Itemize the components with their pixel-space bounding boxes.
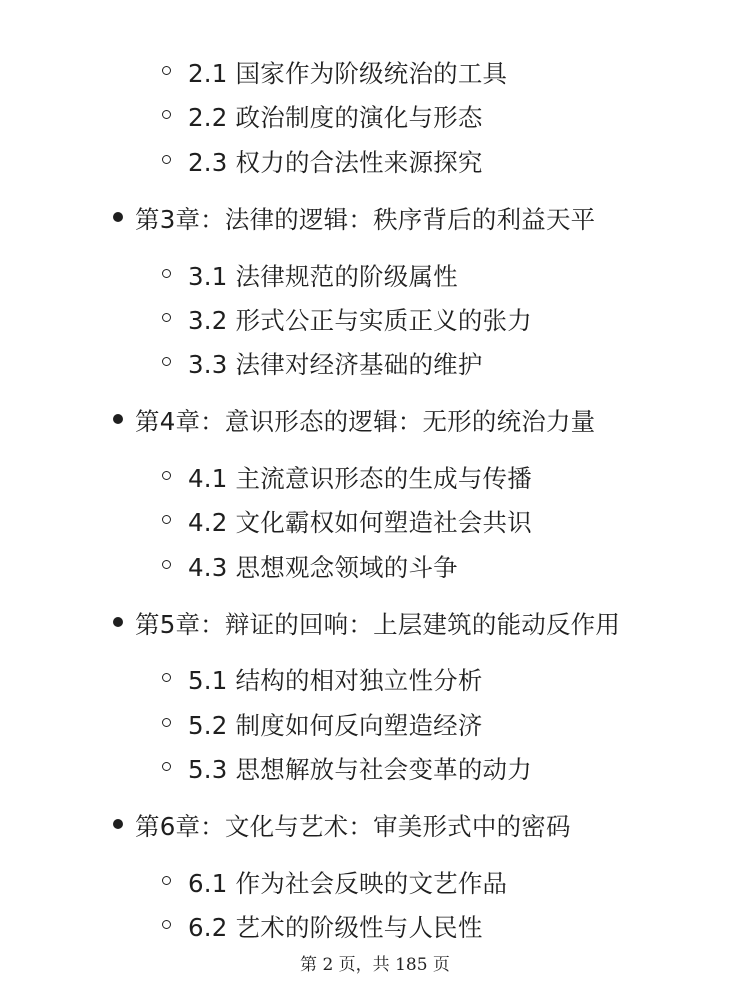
hollow-bullet-icon xyxy=(162,471,171,480)
hollow-bullet-icon xyxy=(162,269,171,278)
list-item xyxy=(0,804,750,844)
section-title: 3.3 法律对经济基础的维护 xyxy=(188,350,483,379)
chapter-title: 第5章：辩证的回响：上层建筑的能动反作用 xyxy=(135,610,621,639)
chapter-title: 第6章：文化与艺术：审美形式中的密码 xyxy=(135,812,571,841)
list-item xyxy=(0,658,750,698)
hollow-bullet-icon xyxy=(162,155,171,164)
list-item xyxy=(0,298,750,338)
hollow-bullet-icon xyxy=(162,515,171,524)
hollow-bullet-icon xyxy=(162,762,171,771)
section-title: 5.1 结构的相对独立性分析 xyxy=(188,666,483,695)
list-item xyxy=(0,399,750,439)
section-title: 6.2 艺术的阶级性与人民性 xyxy=(188,913,483,942)
list-item xyxy=(0,861,750,901)
section-title: 6.1 作为社会反映的文艺作品 xyxy=(188,869,508,898)
list-item xyxy=(0,905,750,945)
chapter-title: 第4章：意识形态的逻辑：无形的统治力量 xyxy=(135,407,596,436)
hollow-bullet-icon xyxy=(162,876,171,885)
list-item xyxy=(0,500,750,540)
section-title: 4.1 主流意识形态的生成与传播 xyxy=(188,464,532,493)
hollow-bullet-icon xyxy=(162,110,171,119)
section-title: 4.3 思想观念领域的斗争 xyxy=(188,553,458,582)
hollow-bullet-icon xyxy=(162,560,171,569)
section-title: 2.3 权力的合法性来源探究 xyxy=(188,148,483,177)
filled-bullet-icon xyxy=(113,819,123,829)
list-item xyxy=(0,545,750,585)
list-item xyxy=(0,51,750,91)
section-title: 5.2 制度如何反向塑造经济 xyxy=(188,711,483,740)
list-item xyxy=(0,95,750,135)
list-item xyxy=(0,254,750,294)
hollow-bullet-icon xyxy=(162,718,171,727)
section-title: 3.1 法律规范的阶级属性 xyxy=(188,262,458,291)
chapter-title: 第3章：法律的逻辑：秩序背后的利益天平 xyxy=(135,205,596,234)
hollow-bullet-icon xyxy=(162,357,171,366)
filled-bullet-icon xyxy=(113,617,123,627)
hollow-bullet-icon xyxy=(162,920,171,929)
list-item xyxy=(0,747,750,787)
list-item xyxy=(0,456,750,496)
list-item xyxy=(0,703,750,743)
filled-bullet-icon xyxy=(113,212,123,222)
section-title: 5.3 思想解放与社会变革的动力 xyxy=(188,755,532,784)
section-title: 4.2 文化霸权如何塑造社会共识 xyxy=(188,508,532,537)
list-item xyxy=(0,342,750,382)
page-number: 第 2 页，共 185 页 xyxy=(300,955,450,975)
list-item xyxy=(0,140,750,180)
section-title: 2.1 国家作为阶级统治的工具 xyxy=(188,59,508,88)
hollow-bullet-icon xyxy=(162,313,171,322)
list-item xyxy=(0,197,750,237)
section-title: 3.2 形式公正与实质正义的张力 xyxy=(188,306,532,335)
hollow-bullet-icon xyxy=(162,673,171,682)
section-title: 2.2 政治制度的演化与形态 xyxy=(188,103,483,132)
hollow-bullet-icon xyxy=(162,66,171,75)
filled-bullet-icon xyxy=(113,414,123,424)
list-item xyxy=(0,602,750,642)
